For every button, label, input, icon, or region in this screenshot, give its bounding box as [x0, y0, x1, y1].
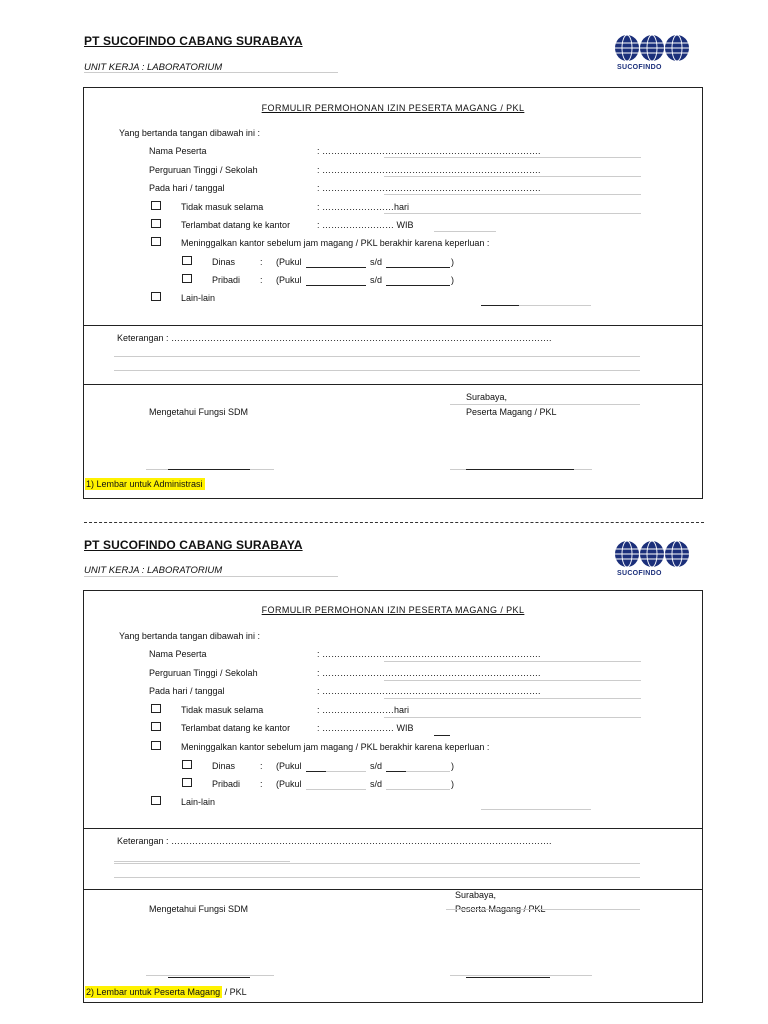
label-dinas: Dinas — [212, 761, 236, 771]
unit-underline — [84, 72, 338, 73]
form-title: FORMULIR PERMOHONAN IZIN PESERTA MAGANG / PKL — [261, 103, 525, 113]
checkbox-terlambat[interactable] — [151, 722, 161, 731]
checkbox-meninggalkan[interactable] — [151, 741, 161, 750]
keterangan-field[interactable]: Keterangan : ………………………………………………………………………………………………………………. — [117, 333, 552, 343]
label-lain-lain: Lain-lain — [181, 797, 216, 807]
signer-right-label: Peserta Magang / PKL — [455, 904, 546, 914]
footer-note: 1) Lembar untuk Administrasi — [86, 479, 203, 489]
unit-underline — [84, 576, 338, 577]
dinas-jam-mulai[interactable] — [306, 267, 366, 268]
label-pribadi: Pribadi — [212, 275, 241, 285]
dinas-jam-selesai[interactable] — [386, 267, 450, 268]
terlambat-field[interactable]: : …………………… WIB — [317, 220, 414, 230]
globe-logo-icon — [614, 540, 690, 570]
pribadi-jam-selesai[interactable] — [386, 285, 450, 286]
checkbox-dinas[interactable] — [182, 760, 192, 769]
label-dinas: Dinas — [212, 257, 236, 267]
nama-peserta-field[interactable]: : ………………………………………………………………. — [317, 649, 541, 659]
company-title: PT SUCOFINDO CABANG SURABAYA — [84, 34, 303, 48]
checkbox-terlambat[interactable] — [151, 219, 161, 228]
checkbox-lain-lain[interactable] — [151, 796, 161, 805]
checkbox-meninggalkan[interactable] — [151, 237, 161, 246]
label-pribadi: Pribadi — [212, 779, 241, 789]
checkbox-pribadi[interactable] — [182, 274, 192, 283]
hari-tanggal-field[interactable]: : ………………………………………………………………. — [317, 183, 541, 193]
cut-line — [84, 522, 704, 523]
city-label: Surabaya, — [455, 890, 497, 900]
intro-text: Yang bertanda tangan dibawah ini : — [119, 128, 260, 138]
logo-text: SUCOFINDO — [617, 64, 662, 71]
globe-logo-icon — [614, 34, 690, 64]
label-pukul-pribadi: (Pukul — [276, 779, 302, 789]
signature-line-sdm[interactable] — [168, 469, 250, 470]
pribadi-jam-mulai[interactable] — [306, 285, 366, 286]
tidak-masuk-field[interactable]: : ……………………hari — [317, 202, 410, 212]
signer-left-label: Mengetahui Fungsi SDM — [149, 407, 249, 417]
form-title: FORMULIR PERMOHONAN IZIN PESERTA MAGANG / PKL — [261, 605, 525, 615]
label-nama-peserta: Nama Peserta — [149, 146, 207, 156]
perguruan-tinggi-field[interactable]: : ………………………………………………………………. — [317, 668, 541, 678]
label-meninggalkan: Meninggalkan kantor sebelum jam magang / PKL berakhir karena keperluan : — [181, 742, 490, 752]
label-terlambat: Terlambat datang ke kantor — [181, 220, 291, 230]
label-tidak-masuk: Tidak masuk selama — [181, 202, 264, 212]
footer-note: 2) Lembar untuk Peserta Magang / PKL — [86, 987, 247, 997]
label-meninggalkan: Meninggalkan kantor sebelum jam magang / PKL berakhir karena keperluan : — [181, 238, 490, 248]
label-hari-tanggal: Pada hari / tanggal — [149, 183, 225, 193]
city-label: Surabaya, — [466, 392, 508, 402]
label-lain-lain: Lain-lain — [181, 293, 216, 303]
unit-label: UNIT KERJA : LABORATORIUM — [84, 565, 223, 576]
checkbox-pribadi[interactable] — [182, 778, 192, 787]
label-perguruan-tinggi: Perguruan Tinggi / Sekolah — [149, 668, 258, 678]
label-hari-tanggal: Pada hari / tanggal — [149, 686, 225, 696]
intro-text: Yang bertanda tangan dibawah ini : — [119, 631, 260, 641]
checkbox-lain-lain[interactable] — [151, 292, 161, 301]
signature-line-sdm[interactable] — [168, 977, 250, 978]
sucofindo-logo — [614, 34, 690, 71]
dinas-jam-selesai[interactable] — [386, 771, 406, 772]
label-tidak-masuk: Tidak masuk selama — [181, 705, 264, 715]
pribadi-jam-mulai[interactable] — [306, 789, 366, 790]
unit-label: UNIT KERJA : LABORATORIUM — [84, 62, 223, 73]
form-box: FORMULIR PERMOHONAN IZIN PESERTA MAGANG / PKL Yang bertanda tangan dibawah ini : Nama Peserta : ………………………………………………………………. Perguruan Tinggi / Sekolah : ………………………………………………………………. Pada hari / tanggal : ………………………………………………………………. Tidak masuk selama : ……………………hari Terlambat datang ke kantor : …………………… WIB Meninggalkan kantor sebelum jam magang / PKL berakhir karena keperluan : Dinas : (Pukul s/d ) Pribadi : (Pukul s/d ) Lain-lain Keterangan : ………………………………………………………………………………………………………………. Surabaya, Mengetahui Fungsi SDM Peserta Magang / PKL 2) Lembar untuk Peserta Magang / PKL — [83, 590, 703, 1003]
dinas-jam-mulai[interactable] — [306, 771, 326, 772]
sucofindo-logo — [614, 540, 690, 577]
checkbox-dinas[interactable] — [182, 256, 192, 265]
signature-line-peserta[interactable] — [466, 469, 574, 470]
label-pukul-dinas: (Pukul — [276, 761, 302, 771]
label-nama-peserta: Nama Peserta — [149, 649, 207, 659]
label-terlambat: Terlambat datang ke kantor — [181, 723, 291, 733]
hari-tanggal-field[interactable]: : ………………………………………………………………. — [317, 686, 541, 696]
label-perguruan-tinggi: Perguruan Tinggi / Sekolah — [149, 165, 258, 175]
label-pukul-dinas: (Pukul — [276, 257, 302, 267]
checkbox-tidak-masuk[interactable] — [151, 201, 161, 210]
signature-line-peserta[interactable] — [466, 977, 550, 978]
label-pukul-pribadi: (Pukul — [276, 275, 302, 285]
nama-peserta-field[interactable]: : ………………………………………………………………. — [317, 146, 541, 156]
company-title: PT SUCOFINDO CABANG SURABAYA — [84, 538, 303, 552]
checkbox-tidak-masuk[interactable] — [151, 704, 161, 713]
pribadi-jam-selesai[interactable] — [386, 789, 450, 790]
signer-right-label: Peserta Magang / PKL — [466, 407, 557, 417]
perguruan-tinggi-field[interactable]: : ………………………………………………………………. — [317, 165, 541, 175]
keterangan-field[interactable]: Keterangan : ………………………………………………………………………………………………………………. — [117, 836, 552, 846]
tidak-masuk-field[interactable]: : ……………………hari — [317, 705, 410, 715]
form-box: FORMULIR PERMOHONAN IZIN PESERTA MAGANG / PKL Yang bertanda tangan dibawah ini : Nama Peserta : ………………………………………………………………. Perguruan Tinggi / Sekolah : ………………………………………………………………. Pada hari / tanggal : ………………………………………………………………. Tidak masuk selama : ……………………hari Terlambat datang ke kantor : …………………… WIB Meninggalkan kantor sebelum jam magang / PKL berakhir karena keperluan : Dinas : (Pukul s/d ) Pribadi : (Pukul s/d ) Lain-lain Keterangan : ………………………………………………………………………………………………………………. Surabaya, Mengetahui Fungsi SDM Peserta Magang / PKL 1) Lembar untuk Administrasi — [83, 87, 703, 499]
terlambat-field[interactable]: : …………………… WIB — [317, 723, 414, 733]
logo-text: SUCOFINDO — [617, 570, 662, 577]
signer-left-label: Mengetahui Fungsi SDM — [149, 904, 249, 914]
